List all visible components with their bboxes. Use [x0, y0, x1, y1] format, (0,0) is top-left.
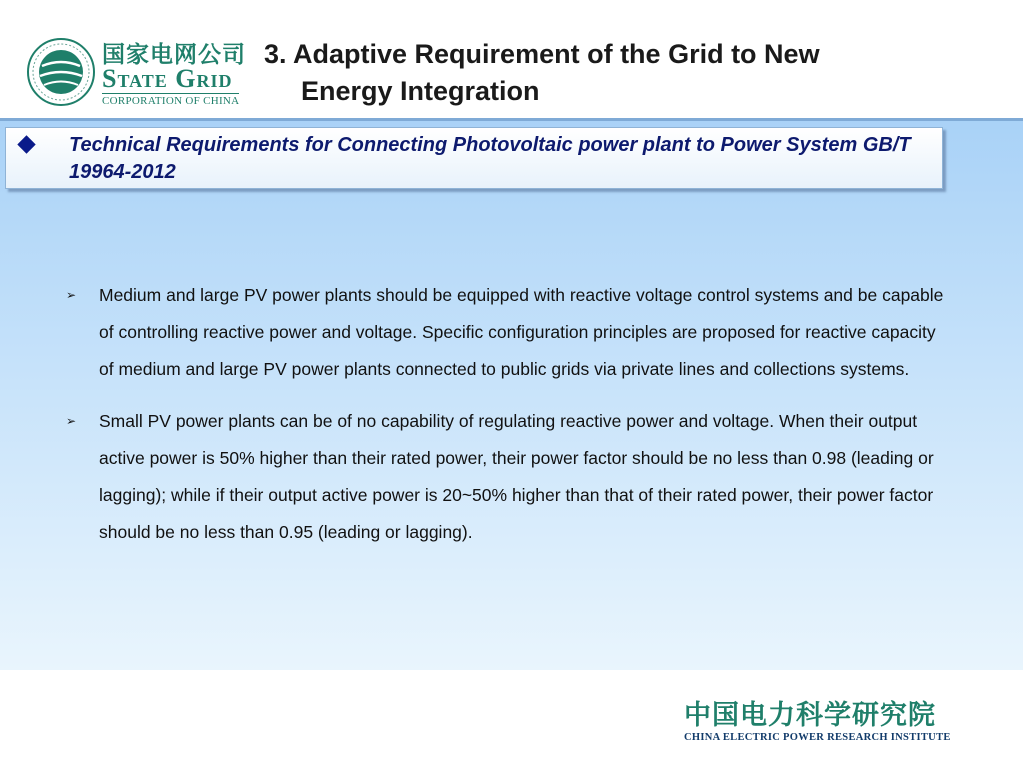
slide-title	[264, 36, 964, 110]
arrow-bullet-icon: ➢	[66, 288, 77, 302]
header-divider	[0, 118, 1023, 121]
bullet-list	[66, 277, 946, 566]
logo-english-name: State Grid	[102, 64, 233, 93]
logo-corporation-label: CORPORATION OF CHINA	[102, 95, 240, 107]
arrow-bullet-icon: ➢	[66, 414, 77, 428]
logo-chinese-name: 国家电网公司	[102, 42, 246, 68]
cepri-chinese-name: 中国电力科学研究院	[684, 700, 936, 731]
diamond-bullet-icon	[17, 135, 35, 153]
standard-banner	[5, 127, 943, 189]
banner-text: Technical Requirements for Connecting Photovoltaic power plant to Power System GB/T 19964-2012	[69, 134, 911, 183]
bullet-text: Medium and large PV power plants should be equipped with reactive voltage control systems and be capable of controlling reactive power and voltage. Specific configuration principles are proposed for reactive capacity of medium and large PV power plants connected to public grids via private lines and collections systems.	[99, 285, 944, 379]
state-grid-logo	[26, 36, 262, 110]
title-line-1: 3. Adaptive Requirement of the Grid to New	[264, 39, 820, 69]
cepri-logo	[684, 700, 994, 743]
list-item	[66, 277, 946, 388]
globe-icon	[26, 36, 96, 108]
list-item	[66, 403, 946, 551]
bullet-text: Small PV power plants can be of no capability of regulating reactive power and voltage. When their output active power is 50% higher than their rated power, their power factor should be no less than 0.98 (leading or lagging); while if their output active power is 20~50% higher than that of their rated power, their power factor should be no less than 0.95 (leading or lagging).	[99, 411, 934, 542]
title-line-2: Energy Integration	[301, 76, 540, 106]
cepri-english-name: CHINA ELECTRIC POWER RESEARCH INSTITUTE	[684, 732, 951, 743]
